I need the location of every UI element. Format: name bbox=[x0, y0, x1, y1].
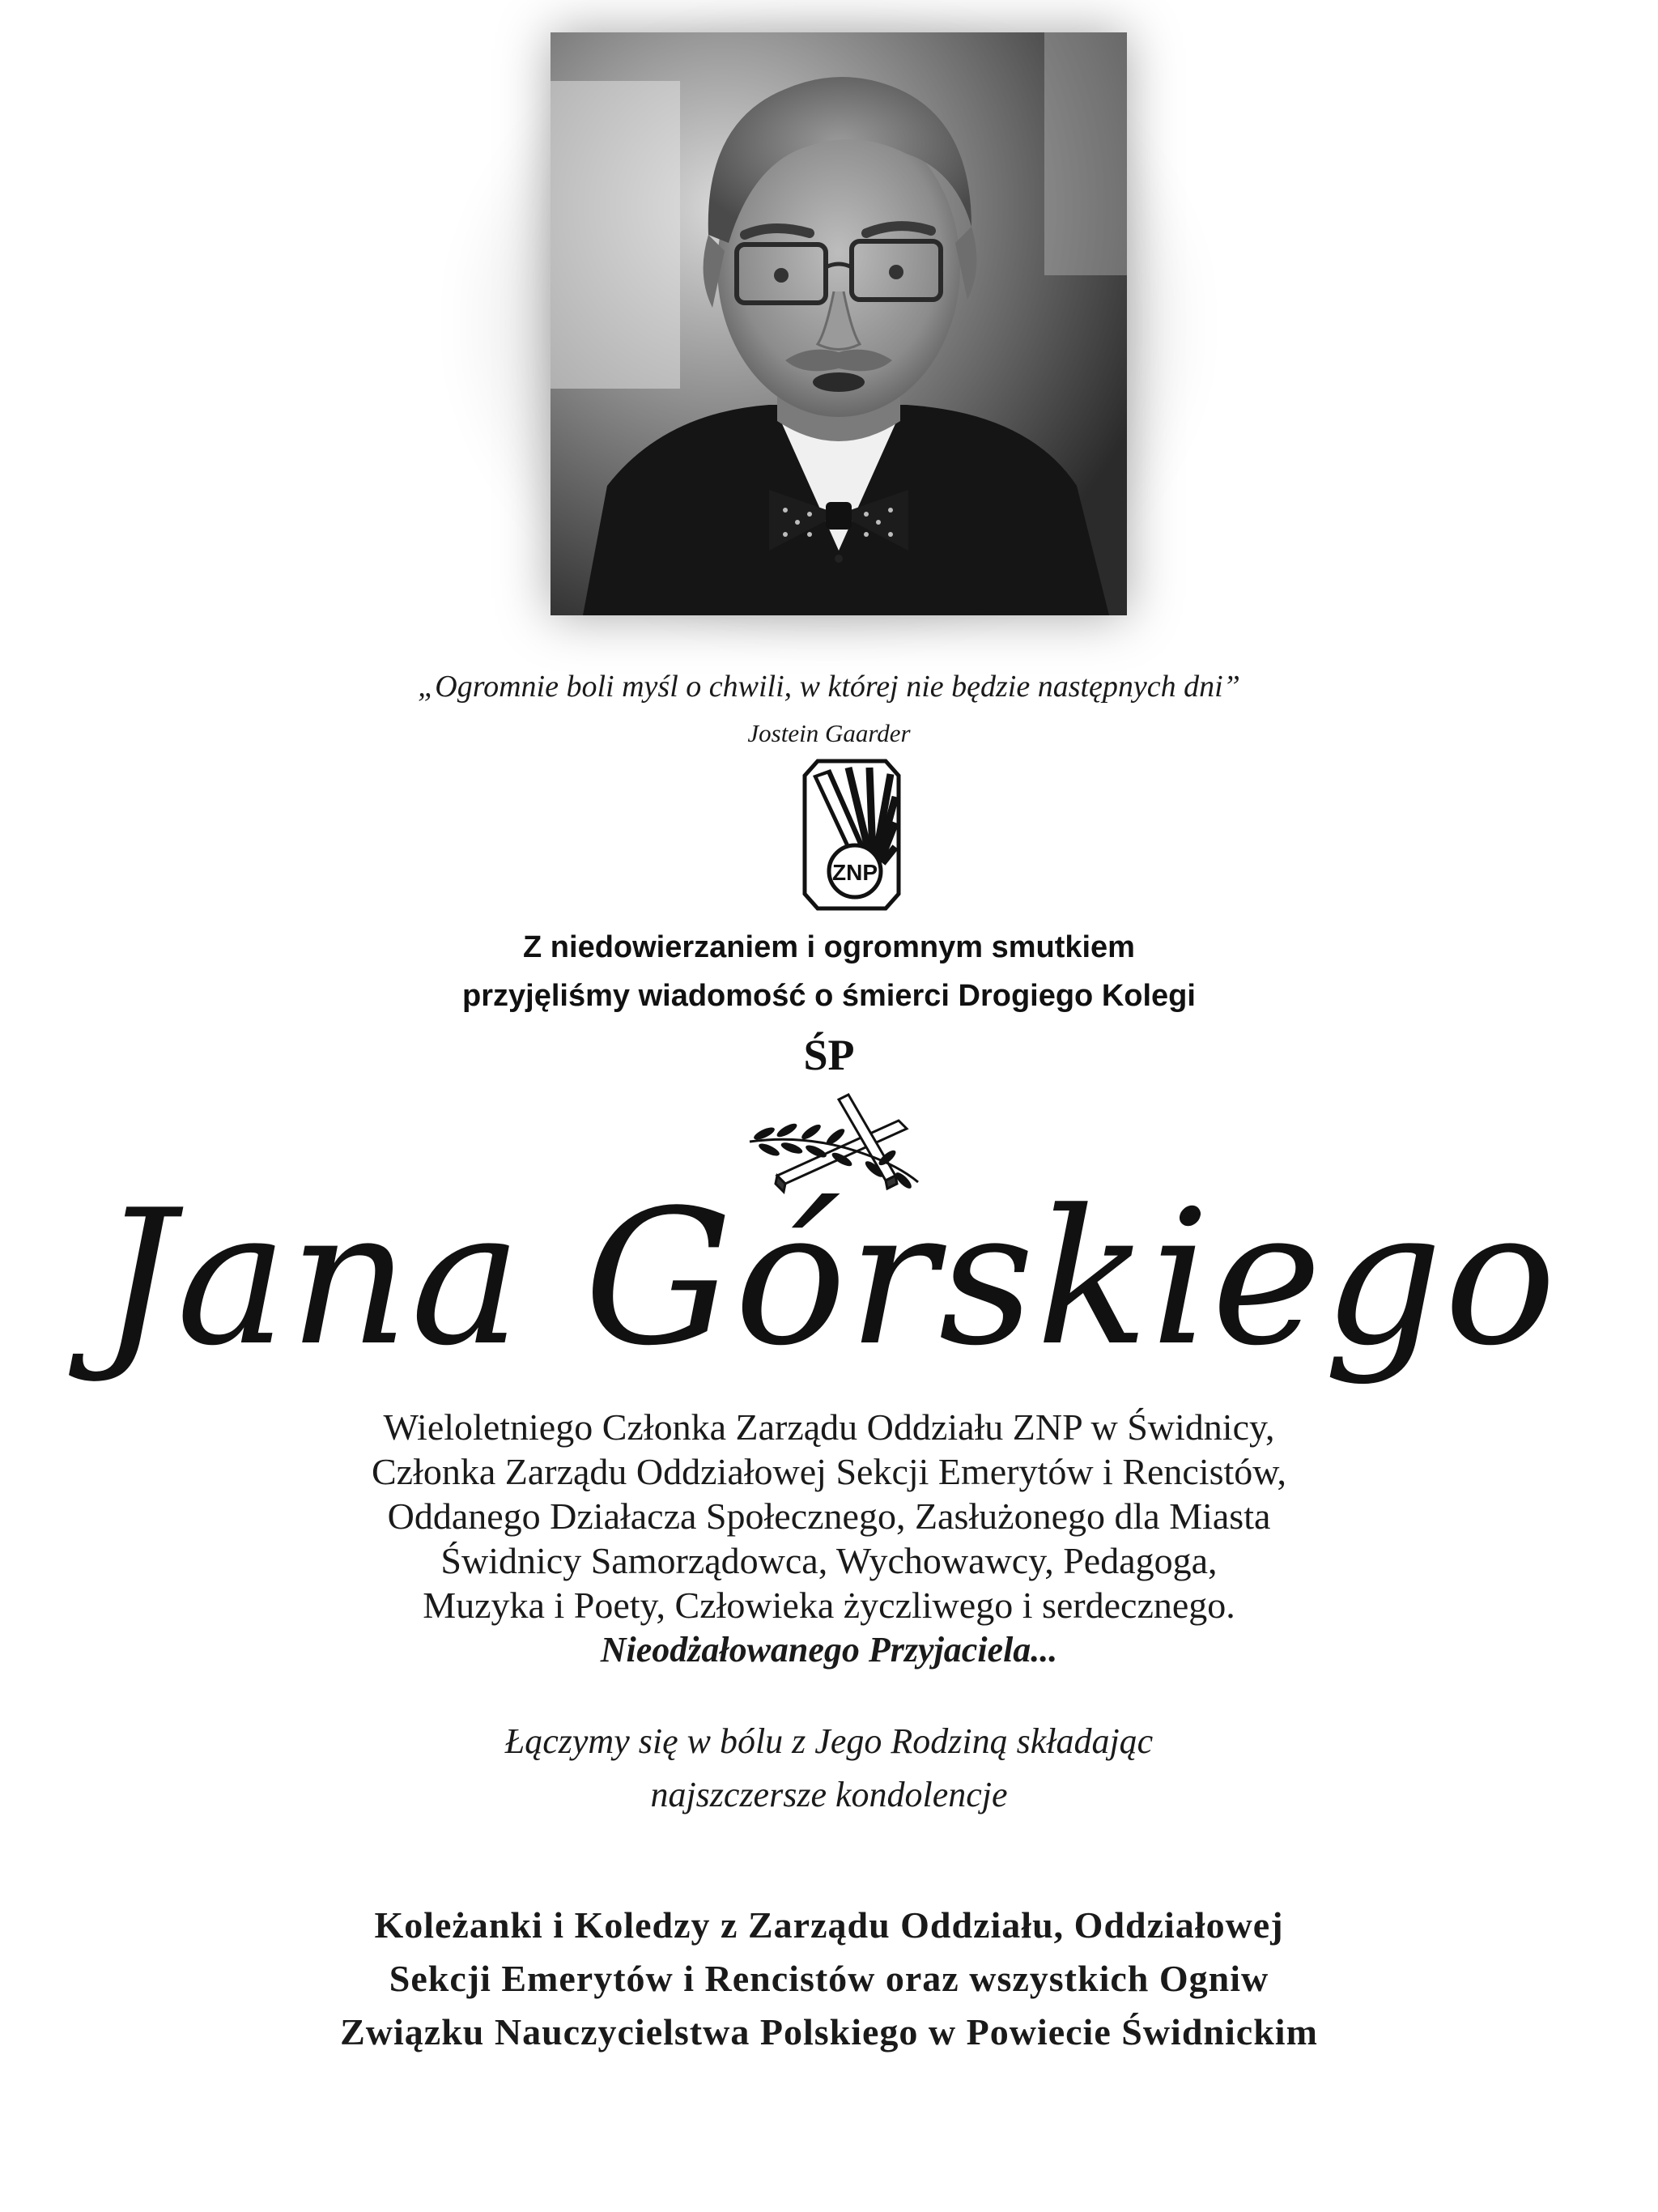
sp-abbreviation: ŚP bbox=[803, 1031, 855, 1079]
roles-line-1: Wieloletniego Członka Zarządu Oddziału ZNP w Świdnicy, bbox=[383, 1406, 1275, 1448]
quote-text: „Ogromnie boli myśl o chwili, w której nie będzie następnych dni” bbox=[418, 670, 1240, 704]
announcement bbox=[0, 923, 1658, 1020]
announcement-line-2: przyjęliśmy wiadomość o śmierci Drogiego Kolegi bbox=[462, 979, 1196, 1013]
roles-line-2: Członka Zarządu Oddziałowej Sekcji Emerytów i Rencistów, bbox=[371, 1451, 1287, 1492]
deceased-name: Jana Górskiego bbox=[100, 1171, 1558, 1387]
znp-logo-icon bbox=[801, 758, 902, 912]
signature-line-1: Koleżanki i Koledzy z Zarządu Oddziału, Oddziałowej bbox=[374, 1904, 1284, 1946]
condolence-line-2: najszczersze kondolencje bbox=[650, 1775, 1008, 1814]
signature-block bbox=[0, 1899, 1658, 2059]
condolence-line-1: Łączymy się w bólu z Jego Rodziną składając bbox=[504, 1721, 1154, 1761]
announcement-line-1: Z niedowierzaniem i ogromnym smutkiem bbox=[523, 930, 1135, 964]
portrait-photo bbox=[551, 32, 1127, 615]
logo-text: ZNP bbox=[832, 860, 878, 885]
portrait-image bbox=[551, 32, 1127, 615]
roles-emphasis: Nieodżałowanego Przyjaciela... bbox=[600, 1630, 1058, 1670]
roles-line-3: Oddanego Działacza Społecznego, Zasłużonego dla Miasta bbox=[387, 1495, 1271, 1537]
roles-line-4: Świdnicy Samorządowca, Wychowawcy, Pedagoga, bbox=[440, 1540, 1218, 1581]
roles-line-5: Muzyka i Poety, Człowieka życzliwego i serdecznego. bbox=[423, 1585, 1235, 1626]
condolence-text bbox=[0, 1715, 1658, 1822]
signature-line-3: Związku Nauczycielstwa Polskiego w Powiecie Świdnickim bbox=[340, 2011, 1318, 2052]
quote-author: Jostein Gaarder bbox=[747, 719, 911, 747]
roles-description bbox=[0, 1405, 1658, 1672]
signature-line-2: Sekcji Emerytów i Rencistów oraz wszystkich Ogniw bbox=[389, 1958, 1269, 1999]
